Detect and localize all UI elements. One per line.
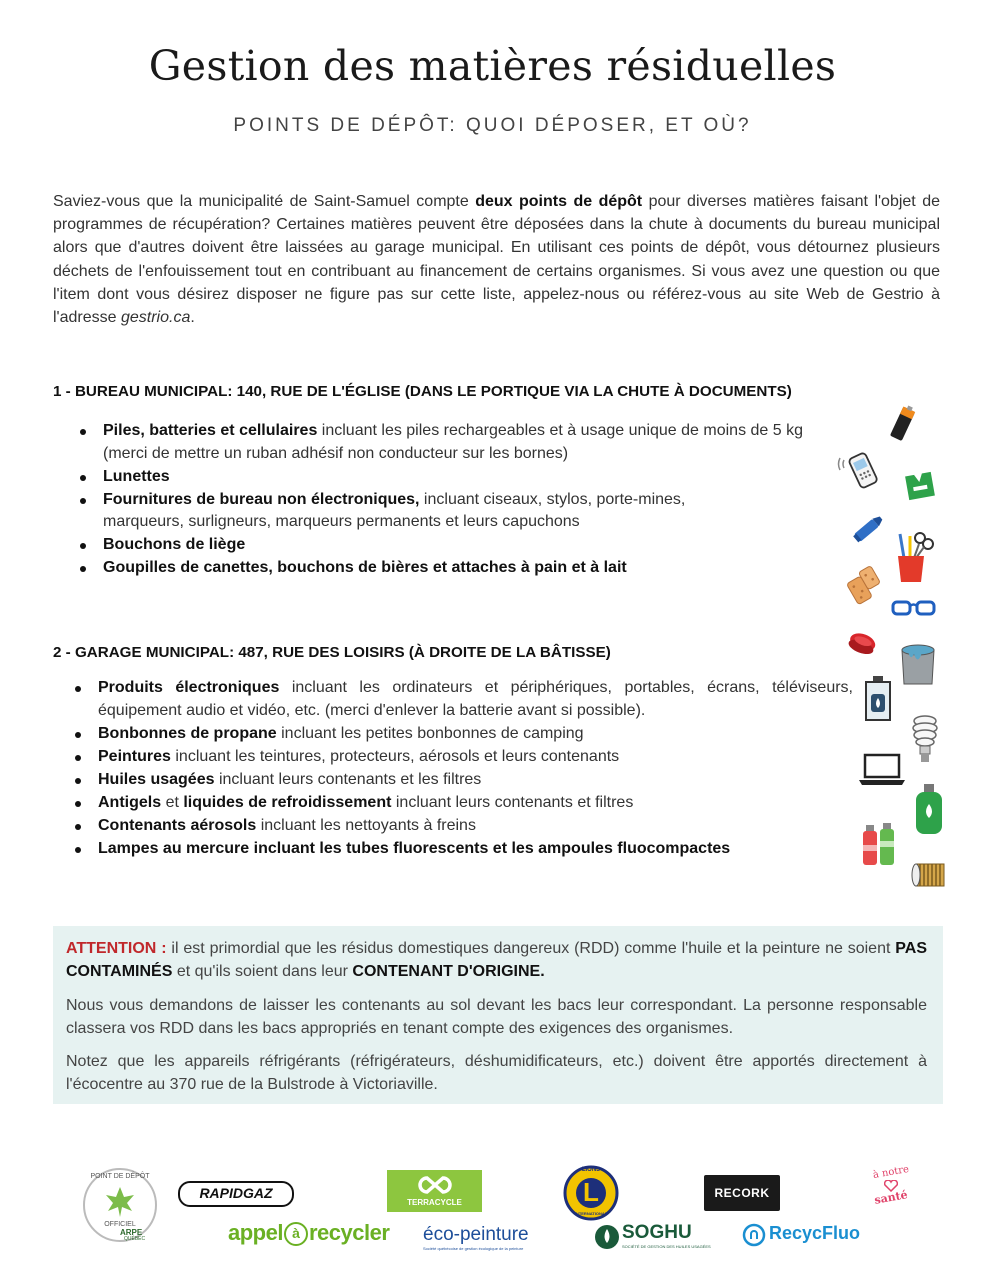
page-subtitle: POINTS DE DÉPÔT: QUOI DÉPOSER, ET OÙ? (233, 115, 752, 136)
attention-box (53, 926, 943, 1104)
gestrio-link[interactable]: gestrio.ca (120, 309, 191, 327)
list-item: Peintures incluant les teintures, protecteurs, aérosols et leurs contenants (73, 746, 853, 769)
intro-paragraph: Saviez-vous que la municipalité de Saint-Samuel compte deux points de dépôt pour diverses matières faisant l'objet de programmes de récupération? Certaines matières peuvent être déposées dans la chute à documents du bureau municipal alors que d'autres doivent être laissées au garage municipal. En utilisant ces points de dépôt, vous détournez plusieurs déchets de l'enfouissement tout en contribuant au financement de certains organismes. Si vous avez une question ou que l'item dont vous désirez disposer ne figure pas sur cette liste, appelez-nous ou référez-vous au site Web de Gestrio à l'adresse gestrio.ca. (53, 193, 940, 327)
list-item: Bonbonnes de propane incluant les petites bonbonnes de camping (73, 723, 853, 746)
lions-logo: L LIONS INTERNATIONAL (563, 1165, 619, 1221)
instructions-paragraph: Nous vous demandons de laisser les contenants au sol devant les bacs leur correspondant. La personne responsable classera vos RDD dans les bacs appropriés en tenant compte des exigences des organismes. (66, 997, 927, 1037)
list-item: Huiles usagées incluant leurs contenants et les filtres (73, 769, 853, 792)
paint-can-icon (896, 640, 940, 688)
intro-highlight: deux points de dépôt (475, 193, 643, 210)
list-item: Contenants aérosols incluant les nettoyants à freins (73, 815, 853, 838)
page-title: Gestion des matières résiduelles (148, 42, 837, 90)
aerosol-cans-icon (860, 821, 900, 867)
highlighter-icon (848, 511, 888, 547)
rapidgaz-logo: RAPIDGAZ (178, 1181, 294, 1207)
bread-clip-icon (902, 468, 938, 504)
list-item: Lunettes (78, 466, 853, 489)
a-notre-sante-logo: à notre santé (872, 1163, 910, 1207)
oil-filter-icon (908, 858, 950, 892)
battery-icon (886, 404, 920, 444)
cfl-bulb-icon (908, 713, 942, 767)
list-item: Fournitures de bureau non électroniques, incluant ciseaux, stylos, porte-mines, marqueurs, surligneurs, marqueurs permanents et leurs capuchons (78, 489, 853, 534)
laptop-icon (856, 752, 908, 788)
list-item: Piles, batteries et cellulaires incluant les piles rechargeables et à usage unique de moins de 5 kg (merci de mettre un ruban adhésif non conducteur sur les bornes) (78, 420, 853, 465)
attention-label: ATTENTION : (66, 940, 167, 957)
section2-list (73, 677, 853, 861)
ecocentre-paragraph: Notez que les appareils réfrigérants (réfrigérateurs, déshumidificateurs, etc.) doivent être apportés directement à l'écocentre au 370 rue de la Bulstrode à Victoriaville. (66, 1053, 927, 1093)
glasses-icon (890, 596, 938, 620)
section1-list (78, 420, 853, 580)
appel-a-recycler-logo: appel à recycler (228, 1220, 390, 1245)
cork-icon (844, 565, 886, 607)
recork-logo: RECORK (704, 1175, 780, 1211)
list-item: Bouchons de liège (78, 534, 853, 557)
list-item: Lampes au mercure incluant les tubes fluorescents et les ampoules fluocompactes (73, 838, 853, 861)
section2-heading: 2 - GARAGE MUNICIPAL: 487, RUE DES LOISIRS (À DROITE DE LA BÂTISSE) (53, 644, 611, 661)
list-item: Produits électroniques incluant les ordinateurs et périphériques, portables, écrans, téléviseurs, équipement audio et vidéo, etc. (merci d'enlever la batterie avant si possible). (73, 677, 853, 722)
list-item: Goupilles de canettes, bouchons de bières et attaches à pain et à lait (78, 557, 853, 580)
pencil-cup-icon (890, 528, 936, 584)
attention-paragraph: ATTENTION : il est primordial que les résidus domestiques dangereux (RDD) comme l'huile et la peinture ne soient PAS CONTAMINÉS et qu'ils soient dans leur CONTENANT D'ORIGINE. (66, 940, 928, 980)
antifreeze-jug-icon (860, 674, 896, 724)
bottle-cap-icon (846, 629, 878, 659)
recycfluo-logo: RecycFluo (742, 1222, 867, 1250)
arpe-logo: POINT DE DÉPÔT OFFICIEL ARPE QUÉBEC (80, 1165, 160, 1245)
propane-tank-icon (912, 782, 946, 838)
list-item: Antigels et liquides de refroidissement incluant leurs contenants et filtres (73, 792, 853, 815)
eco-peinture-logo: éco-peinture Société québécoise de gestion écologique de la peinture (423, 1224, 529, 1251)
terracycle-logo: TERRACYCLE (387, 1170, 482, 1212)
section1-heading: 1 - BUREAU MUNICIPAL: 140, RUE DE L'ÉGLISE (DANS LE PORTIQUE VIA LA CHUTE À DOCUMENTS) (53, 383, 792, 400)
soghu-logo: SOGHU SOCIÉTÉ DE GESTION DES HUILES USAGÉES (594, 1222, 706, 1254)
cellphone-icon (836, 446, 882, 492)
